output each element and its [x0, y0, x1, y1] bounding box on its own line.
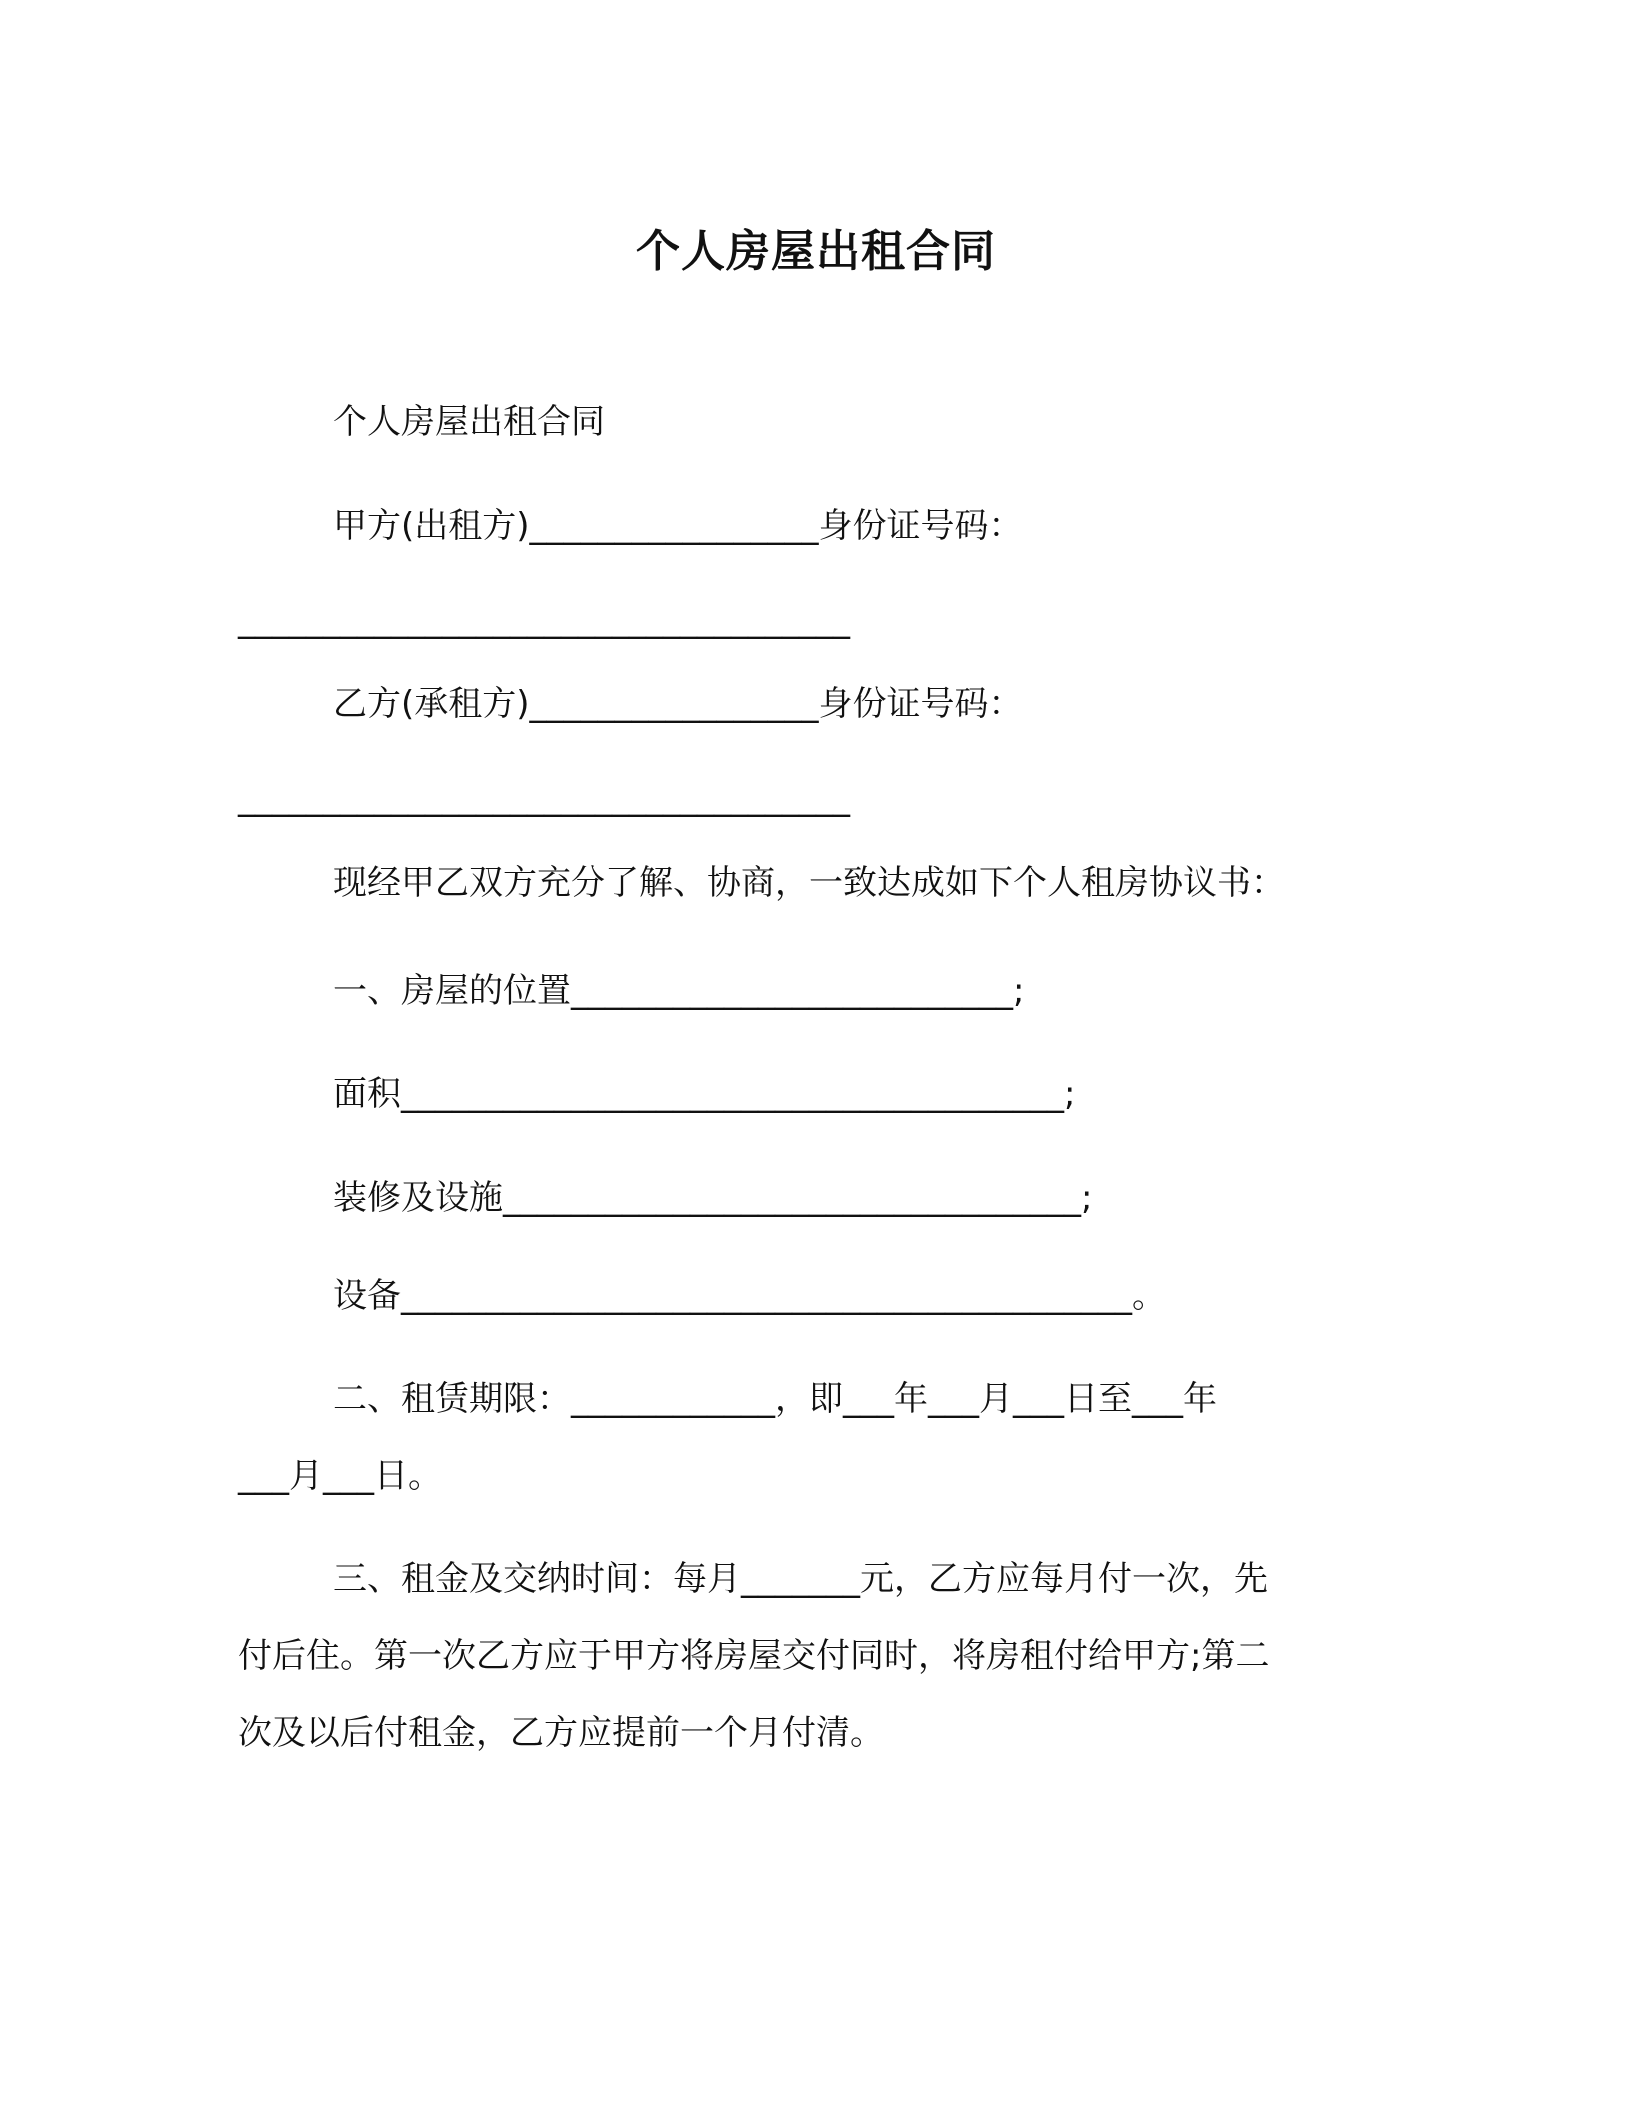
party-a-id-blank: ____________________________________ [238, 600, 850, 640]
rent-line-2: 付后住。第一次乙方应于甲方将房屋交付同时，将房租付给甲方;第二 [238, 1636, 1270, 1676]
document-title: 个人房屋出租合同 [636, 226, 996, 277]
party-b-id-blank: ____________________________________ [238, 778, 850, 818]
rent-line-3: 次及以后付租金，乙方应提前一个月付清。 [238, 1713, 884, 1753]
subtitle-line: 个人房屋出租合同 [333, 402, 605, 442]
rent-line-1: 三、租金及交纳时间：每月_______元，乙方应每月付一次，先 [333, 1559, 1268, 1599]
area-line: 面积_______________________________________; [333, 1074, 1076, 1114]
party-b-line: 乙方(承租方)_________________身份证号码： [333, 684, 1023, 724]
party-a-line: 甲方(出租方)_________________身份证号码： [333, 506, 1023, 546]
location-line: 一、房屋的位置__________________________; [333, 971, 1025, 1011]
equipment-line: 设备___________________________________________。 [333, 1276, 1166, 1316]
decoration-line: 装修及设施__________________________________; [333, 1178, 1093, 1218]
agreement-intro: 现经甲乙双方充分了解、协商，一致达成如下个人租房协议书： [333, 863, 1285, 903]
lease-term-continuation: ___月___日。 [238, 1456, 442, 1496]
lease-term-line: 二、租赁期限：____________，即___年___月___日至___年 [333, 1379, 1217, 1419]
